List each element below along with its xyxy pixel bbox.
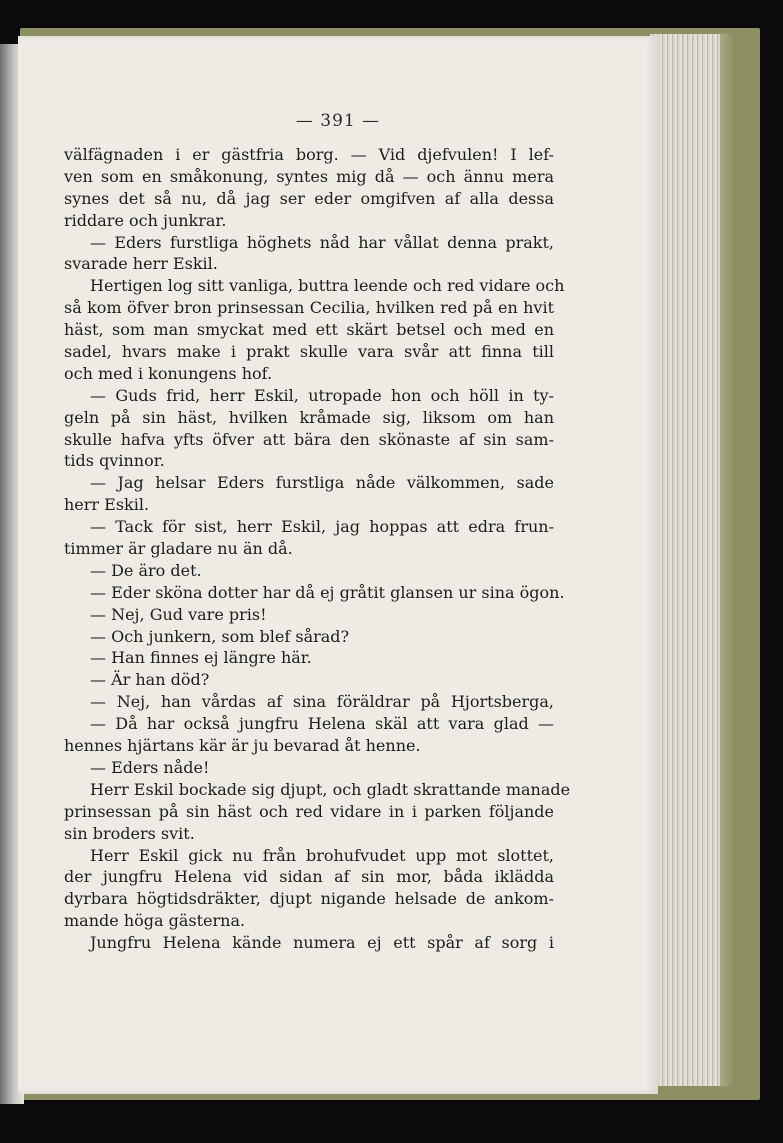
- text-line: — Nej, Gud vare pris!: [90, 604, 267, 624]
- text-line: — Är han död?: [90, 670, 210, 690]
- text-line: ven som en småkonung, syntes mig då — och ännu mera: [64, 166, 554, 186]
- text-line: synes det så nu, då jag ser eder omgifven af alla dessa: [64, 188, 554, 208]
- text-line: — Eders nåde!: [90, 757, 210, 777]
- text-line: skulle hafva yfts öfver att bära den skönaste af sin sam-: [64, 429, 554, 449]
- text-line: och med i konungens hof.: [64, 363, 273, 383]
- page-number: — 391 —: [295, 111, 381, 131]
- text-line: Herr Eskil bockade sig djupt, och gladt skrattande manade: [90, 779, 571, 799]
- text-line: — Nej, han vårdas af sina föräldrar på Hjortsberga,: [90, 692, 554, 712]
- text-line: svarade herr Eskil.: [64, 254, 218, 274]
- text-line: — Och junkern, som blef sårad?: [90, 626, 350, 646]
- text-line: — Jag helsar Eders furstliga nåde välkommen, sade: [90, 473, 554, 493]
- text-line: dyrbara högtidsdräkter, djupt nigande helsade de ankom-: [64, 889, 554, 909]
- text-line: sin broders svit.: [64, 823, 195, 843]
- text-line: — Eders furstliga höghets nåd har vållat denna prakt,: [90, 232, 554, 252]
- text-line: — Han finnes ej längre här.: [90, 648, 312, 668]
- text-line: geln på sin häst, hvilken kråmade sig, liksom om han: [64, 407, 554, 427]
- body-text: [64, 144, 571, 954]
- text-line: — Guds frid, herr Eskil, utropade hon och höll in ty-: [90, 385, 554, 405]
- text-line: tids qvinnor.: [64, 451, 165, 471]
- text-line: Herr Eskil gick nu från brohufvudet upp mot slottet,: [90, 845, 554, 865]
- text-line: välfägnaden i er gästfria borg. — Vid djefvulen! I lef-: [64, 145, 554, 164]
- text-line: — Tack för sist, herr Eskil, jag hoppas att edra frun-: [90, 517, 554, 537]
- text-line: häst, som man smyckat med ett skärt betsel och med en: [64, 320, 554, 340]
- text-line: Hertigen log sitt vanliga, buttra leende och red vidare och: [90, 276, 565, 296]
- text-line: mande höga gästerna.: [64, 911, 246, 931]
- text-line: der jungfru Helena vid sidan af sin mor, båda iklädda: [64, 867, 554, 887]
- text-line: timmer är gladare nu än då.: [64, 539, 293, 559]
- text-line: Jungfru Helena kände numera ej ett spår af sorg i: [90, 933, 554, 953]
- text-line: så kom öfver bron prinsessan Cecilia, hvilken red på en hvit: [64, 298, 554, 318]
- text-line: — Eder sköna dotter har då ej gråtit glansen ur sina ögon.: [90, 582, 565, 602]
- text-line: sadel, hvars make i prakt skulle vara svår att finna till: [64, 342, 554, 362]
- book-page: [18, 36, 658, 1094]
- text-line: prinsessan på sin häst och red vidare in i parken följande: [64, 801, 554, 821]
- text-line: — De äro det.: [90, 560, 202, 580]
- text-line: herr Eskil.: [64, 495, 150, 515]
- text-line: — Då har också jungfru Helena skäl att vara glad —: [90, 714, 554, 734]
- text-line: riddare och junkrar.: [64, 210, 227, 230]
- text-line: hennes hjärtans kär är ju bevarad åt henne.: [64, 736, 421, 756]
- page-edges: [650, 34, 734, 1086]
